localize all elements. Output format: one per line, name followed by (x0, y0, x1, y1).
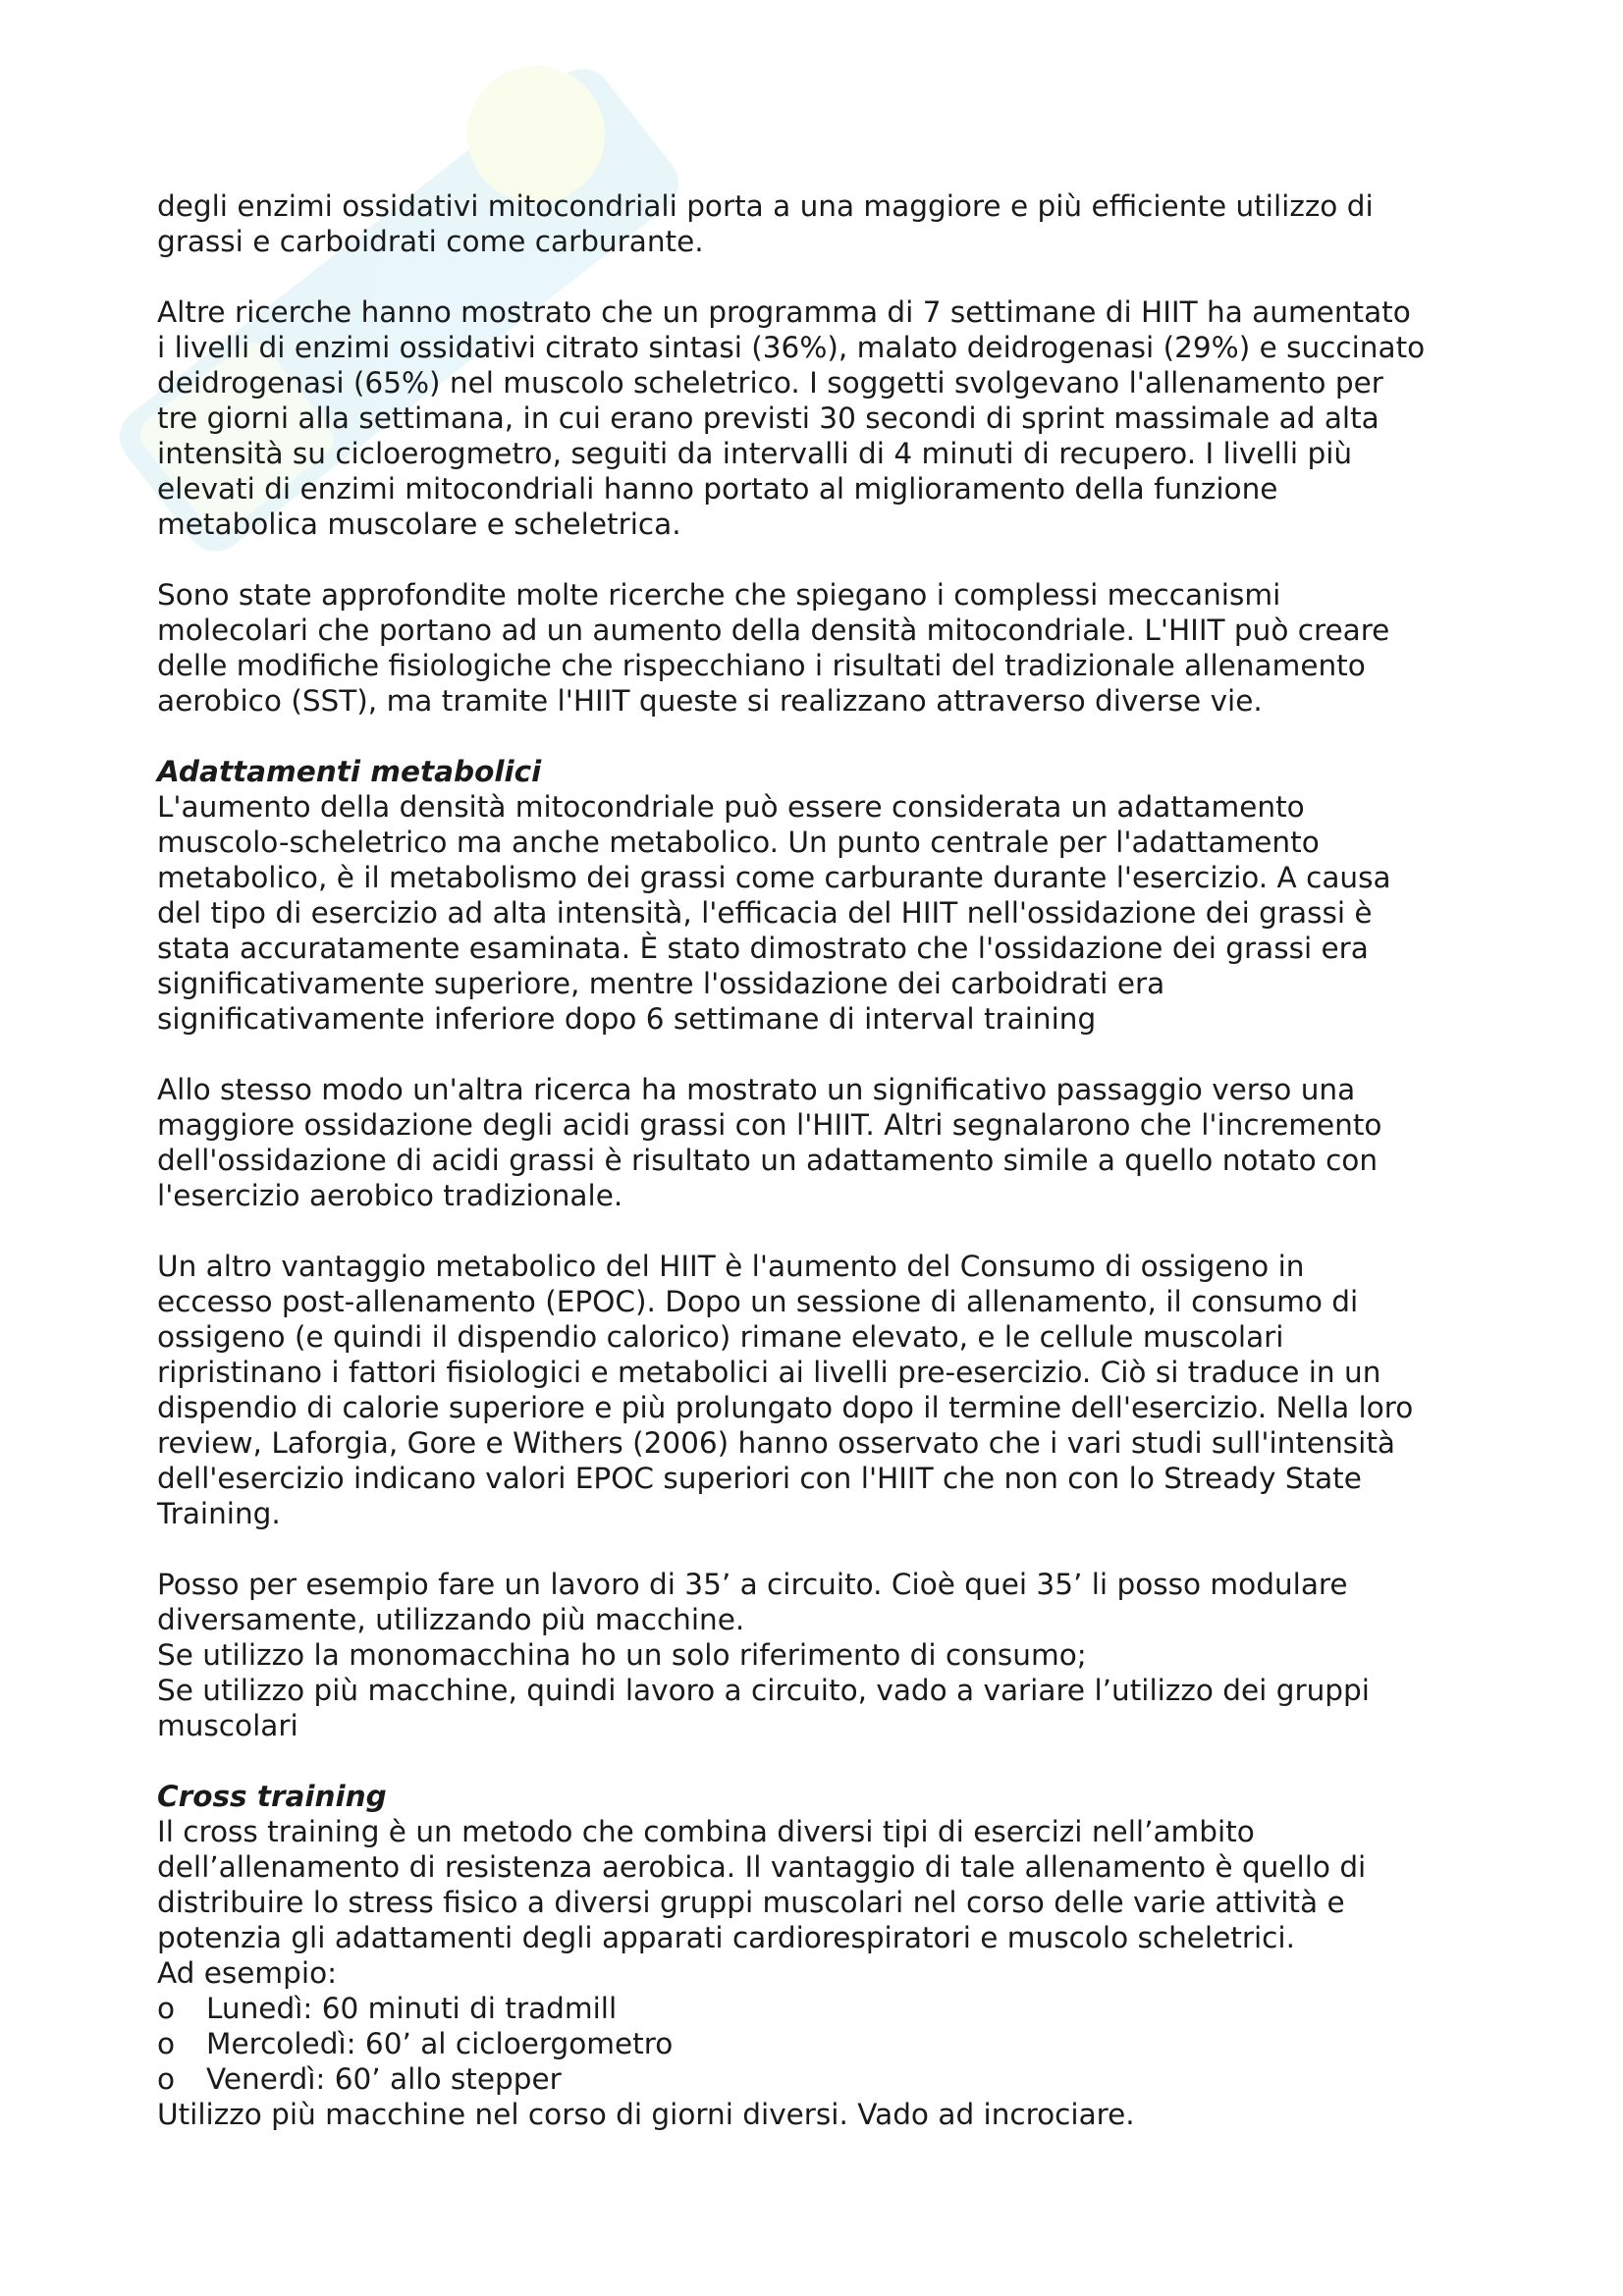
paragraph: Allo stesso modo un'altra ricerca ha mostrato un significativo passaggio verso una maggiore ossidazione degli acidi grassi con l'HIIT. Altri segnalarono che l'incremento dell'ossidazione di acidi grassi è risultato un adattamento simile a quello notato con l'esercizio aerobico tradizionale. (157, 1073, 1382, 1212)
bullet-icon: o (157, 2062, 176, 2096)
list-item-text: Lunedì: 60 minuti di tradmill (206, 1992, 618, 2025)
paragraph: Il cross training è un metodo che combina diversi tipi di esercizi nell’ambito dell’allenamento di resistenza aerobica. Il vantaggio di tale allenamento è quello di distribuire lo stress fisico a diversi gruppi muscolari nel corso delle varie attività e potenzia gli adattamenti degli apparati cardiorespiratori e muscolo scheletrici. Ad esempio: (157, 1815, 1367, 1990)
paragraph: L'aumento della densità mitocondriale può essere considerata un adattamento muscolo-scheletrico ma anche metabolico. Un punto centrale per l'adattamento metabolico, è il metabolismo dei grassi come carburante durante l'esercizio. A causa del tipo di esercizio ad alta intensità, l'efficacia del HIIT nell'ossidazione dei grassi è stata accuratamente esaminata. È stato dimostrato che l'ossidazione dei grassi era significativamente superiore, mentre l'ossidazione dei carboidrati era significativamente inferiore dopo 6 settimane di interval training (157, 790, 1391, 1036)
paragraph: Un altro vantaggio metabolico del HIIT è l'aumento del Consumo di ossigeno in eccesso post-allenamento (EPOC). Dopo un sessione di allenamento, il consumo di ossigeno (e quindi il dispendio calorico) rimane elevato, e le cellule muscolari ripristinano i fattori fisiologici e metabolici ai livelli pre-esercizio. Ciò si traduce in un dispendio di calorie superiore e più prolungato dopo il termine dell'esercizio. Nella loro review, Laforgia, Gore e Withers (2006) hanno osservato che i vari studi sull'intensità dell'esercizio indicano valori EPOC superiori con l'HIIT che non con lo Stready State Training. (157, 1250, 1414, 1530)
document-body (157, 188, 1492, 2132)
paragraph: Utilizzo più macchine nel corso di giorni diversi. Vado ad incrociare. (157, 2098, 1135, 2131)
paragraph: Posso per esempio fare un lavoro di 35’ a circuito. Cioè quei 35’ li posso modulare diversamente, utilizzando più macchine. Se utilizzo la monomacchina ho un solo riferimento di consumo; Se utilizzo più macchine, quindi lavoro a circuito, vado a variare l’utilizzo dei gruppi muscolari (157, 1568, 1370, 1742)
section-heading-metabolic: Adattamenti metabolici (157, 755, 542, 788)
list-item (157, 1991, 1492, 2026)
list-item (157, 2061, 1492, 2097)
bullet-icon: o (157, 1992, 176, 2025)
list-item-text: Venerdì: 60’ allo stepper (206, 2062, 562, 2096)
list-item-text: Mercoledì: 60’ al cicloergometro (206, 2027, 674, 2060)
paragraph: degli enzimi ossidativi mitocondriali porta a una maggiore e più efficiente utilizzo di grassi e carboidrati come carburante. (157, 189, 1374, 258)
schedule-list (157, 1991, 1492, 2097)
paragraph: Altre ricerche hanno mostrato che un programma di 7 settimane di HIIT ha aumentato i livelli di enzimi ossidativi citrato sintasi (36%), malato deidrogenasi (29%) e succinato deidrogenasi (65%) nel muscolo scheletrico. I soggetti svolgevano l'allenamento per tre giorni alla settimana, in cui erano previsti 30 secondi di sprint massimale ad alta intensità su cicloerogmetro, seguiti da intervalli di 4 minuti di recupero. I livelli più elevati di enzimi mitocondriali hanno portato al miglioramento della funzione metabolica muscolare e scheletrica. (157, 295, 1426, 541)
list-item (157, 2026, 1492, 2061)
section-heading-cross-training: Cross training (157, 1780, 387, 1813)
bullet-icon: o (157, 2027, 176, 2060)
paragraph: Sono state approfondite molte ricerche che spiegano i complessi meccanismi molecolari che portano ad un aumento della densità mitocondriale. L'HIIT può creare delle modifiche fisiologiche che rispecchiano i risultati del tradizionale allenamento aerobico (SST), ma tramite l'HIIT queste si realizzano attraverso diverse vie. (157, 578, 1390, 718)
